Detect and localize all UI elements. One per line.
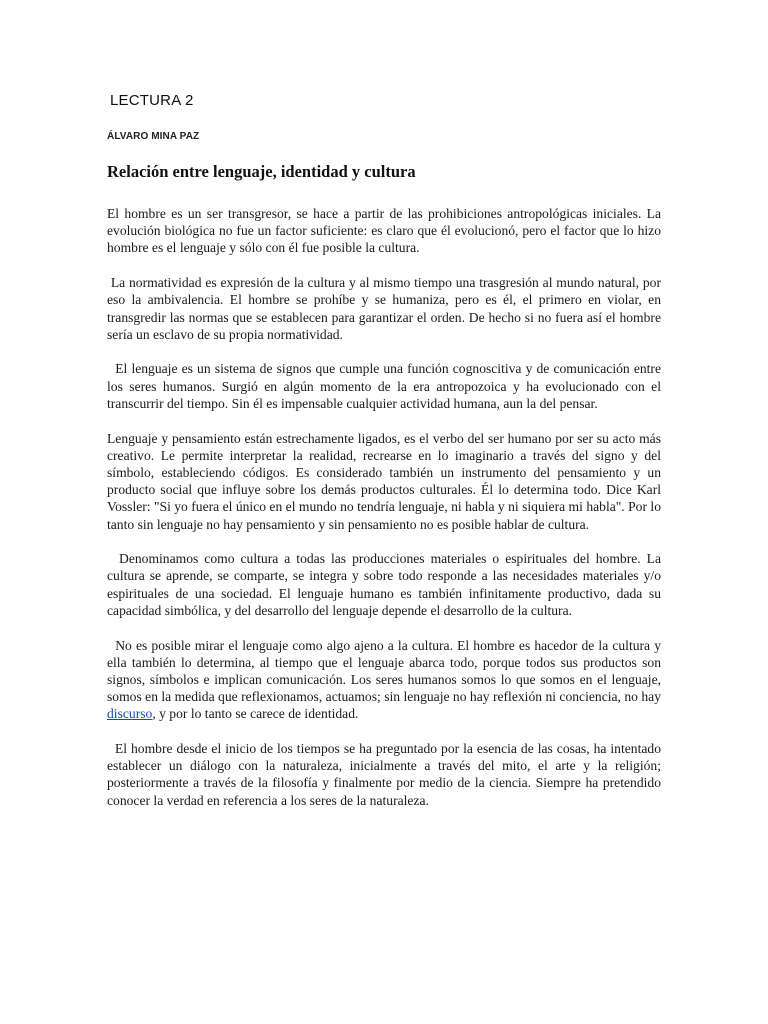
lectura-label: LECTURA 2	[110, 92, 194, 109]
paragraph-5: Denominamos como cultura a todas las producciones materiales o espirituales del hombre. La cultura se aprende, se comparte, se integra y sobre todo responde a las necesidades materiales y/o espirituales de una sociedad. El lenguaje humano es también infinitamente productivo, dada su capacidad simbólica, y del desarrollo del lenguaje depende el desarrollo de la cultura.	[107, 551, 665, 618]
paragraph-6	[107, 637, 665, 723]
paragraph-7: El hombre desde el inicio de los tiempos se ha preguntado por la esencia de las cosas, ha intentado establecer un diálogo con la naturaleza, inicialmente a través del mito, el arte y la religión; posteriormente a través de la filosofía y finalmente por medio de la ciencia. Siempre ha pretendido conocer la verdad en referencia a los seres de la naturaleza.	[107, 741, 665, 808]
document-body	[107, 205, 665, 826]
paragraph-6-text-start: No es posible mirar el lenguaje como algo ajeno a la cultura. El hombre es hacedor de la cultura y ella también lo determina, al tiempo que el lenguaje abarca todo, porque todos sus productos son signos, símbolos e implican comunicación. Los seres humanos somos lo que somos en el lenguaje, somos en la medida que reflexionamos, actuamos; sin lenguaje no hay reflexión ni conciencia, no hay	[107, 637, 665, 705]
document-title: Relación entre lenguaje, identidad y cultura	[107, 162, 416, 181]
paragraph-6-text-end: , y por lo tanto se carece de identidad.	[152, 706, 359, 722]
paragraph-1: El hombre es un ser transgresor, se hace a partir de las prohibiciones antropológicas iniciales. La evolución biológica no fue un factor suficiente: es claro que él evolucionó, pero el factor que lo hizo hombre es el lenguaje y sólo con él fue posible la cultura.	[107, 206, 665, 256]
paragraph-2: La normatividad es expresión de la cultura y al mismo tiempo una trasgresión al mundo natural, por eso la ambivalencia. El hombre se prohíbe y se humaniza, pero es él, el primero en violar, en transgredir las normas que se establecen para garantizar el orden. De hecho si no fuera así el hombre sería un esclavo de su propia normatividad.	[107, 275, 665, 342]
discurso-link[interactable]: discurso	[107, 706, 153, 722]
paragraph-3: El lenguaje es un sistema de signos que cumple una función cognoscitiva y de comunicación entre los seres humanos. Surgió en algún momento de la era antropozoica y ha evolucionado con el transcurrir del tiempo. Sin él es impensable cualquier actividad humana, aun la del pensar.	[107, 361, 665, 411]
author-name: ÁLVARO MINA PAZ	[107, 131, 200, 142]
paragraph-4: Lenguaje y pensamiento están estrechamente ligados, es el verbo del ser humano por ser su acto más creativo. Le permite interpretar la realidad, recrearse en lo imaginario a través del signo y del símbolo, estableciendo códigos. Es considerado también un instrumento del pensamiento y un producto social que influye sobre los demás productos culturales. Él lo determina todo. Dice Karl Vossler: "Si yo fuera el único en el mundo no tendría lenguaje, ni habla y ni siquiera mi habla". Por lo tanto sin lenguaje no hay pensamiento y sin pensamiento no es posible hablar de cultura.	[107, 430, 665, 532]
